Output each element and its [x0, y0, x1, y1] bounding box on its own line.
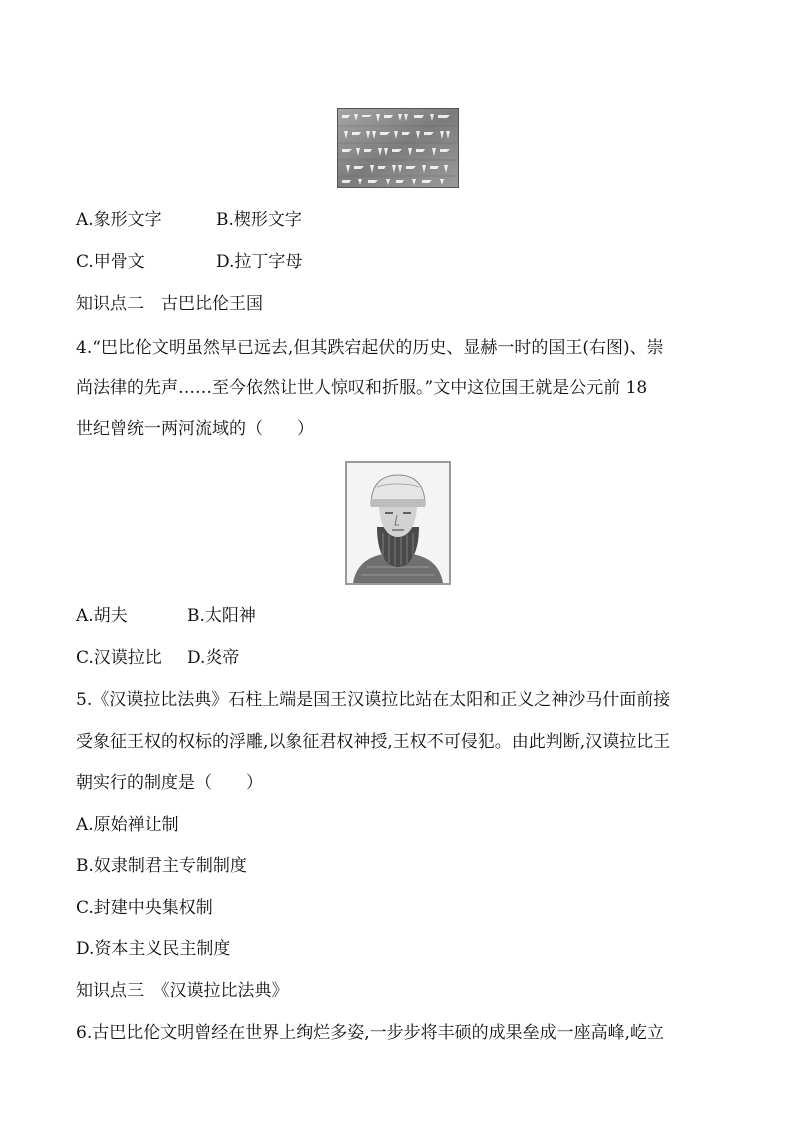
- q4-options-row-1: [76, 605, 256, 627]
- q4-text-line-3: 世纪曾统一两河流域的（ ）: [76, 419, 314, 439]
- q5-option-b: B.奴隶制君主专制制度: [76, 856, 247, 876]
- babylonian-king-portrait-icon: [347, 463, 449, 583]
- q3-option-c: C.甲骨文: [76, 252, 145, 272]
- q4-option-b: B.太阳神: [187, 606, 256, 626]
- q5-text-line-3: 朝实行的制度是（ ）: [76, 773, 263, 793]
- q5-text-line-1: 5.《汉谟拉比法典》石柱上端是国王汉谟拉比站在太阳和正义之神沙马什面前接: [76, 690, 671, 710]
- q4-option-a: A.胡夫: [76, 606, 128, 626]
- q5-text-line-2: 受象征王权的权标的浮雕,以象征君权神授,王权不可侵犯。由此判断,汉谟拉比王: [76, 732, 671, 752]
- q3-option-b: B.楔形文字: [216, 210, 302, 230]
- q4-option-c: C.汉谟拉比: [76, 648, 162, 668]
- cuneiform-tablet-image: [337, 108, 459, 188]
- section-3-title: 知识点三 《汉谟拉比法典》: [76, 981, 289, 1001]
- cuneiform-tablet-icon: [338, 109, 458, 187]
- q4-text-line-1: 4.“巴比伦文明虽然早已远去,但其跌宕起伏的历史、显赫一时的国王(右图)、崇: [76, 338, 664, 358]
- q4-option-d: D.炎帝: [187, 648, 240, 668]
- q3-option-a: A.象形文字: [76, 210, 162, 230]
- q4-text-line-2: 尚法律的先声……至今依然让世人惊叹和折服。”文中这位国王就是公元前 18: [76, 378, 648, 398]
- q3-options-row-2: [76, 251, 303, 273]
- q5-option-a: A.原始禅让制: [76, 815, 179, 835]
- king-portrait-image: [345, 461, 451, 585]
- q4-options-row-2: [76, 647, 240, 669]
- q6-text-line-1: 6.古巴比伦文明曾经在世界上绚烂多姿,一步步将丰硕的成果垒成一座高峰,屹立: [76, 1023, 665, 1043]
- q5-option-c: C.封建中央集权制: [76, 898, 213, 918]
- q3-option-d: D.拉丁字母: [216, 252, 303, 272]
- q3-options-row-1: [76, 209, 302, 231]
- q5-option-d: D.资本主义民主制度: [76, 939, 231, 959]
- section-2-title: 知识点二 古巴比伦王国: [76, 294, 263, 314]
